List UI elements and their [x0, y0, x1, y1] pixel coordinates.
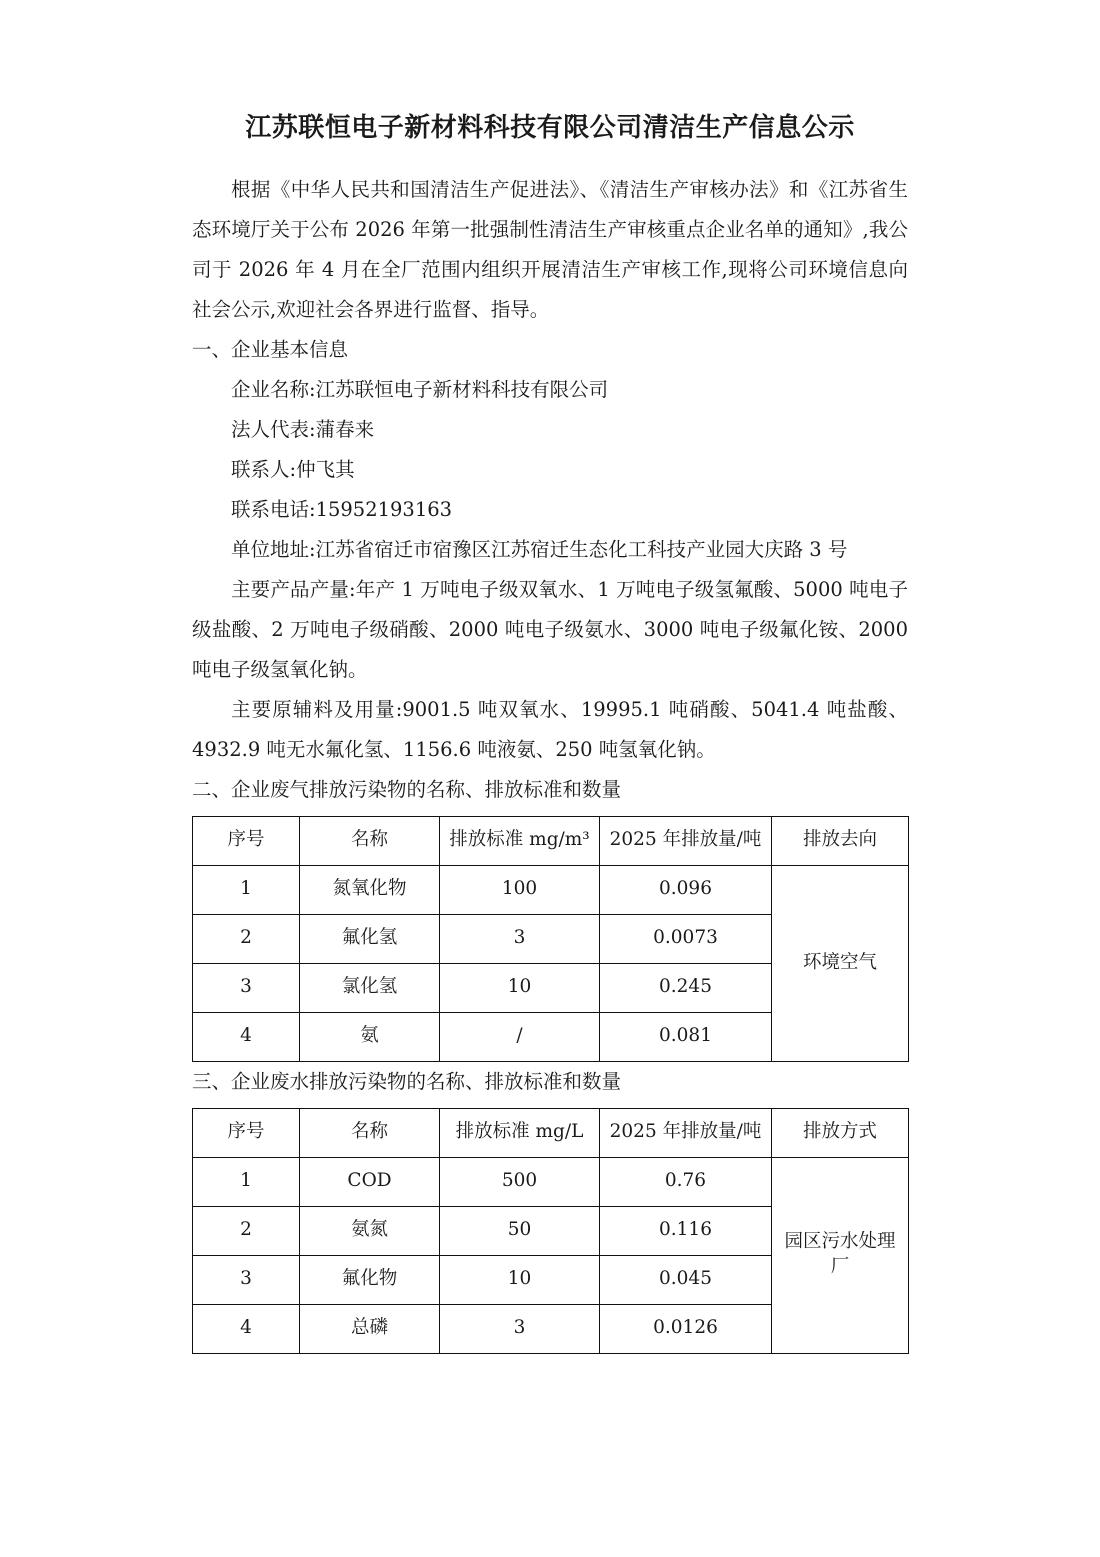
- cell-amount: 0.0126: [600, 1304, 772, 1353]
- section-heading-basic-info: 一、企业基本信息: [192, 337, 349, 361]
- cell-no: 2: [193, 1206, 300, 1255]
- cell-name: 氟化氢: [300, 914, 440, 963]
- cell-no: 3: [193, 1255, 300, 1304]
- column-header-amount: 2025 年排放量/吨: [600, 816, 772, 865]
- cell-no: 4: [193, 1304, 300, 1353]
- cell-standard: /: [440, 1012, 600, 1061]
- cell-standard: 500: [440, 1157, 600, 1206]
- cell-amount: 0.0073: [600, 914, 772, 963]
- column-header-amount: 2025 年排放量/吨: [600, 1108, 772, 1157]
- section-heading-waste-water: 三、企业废水排放污染物的名称、排放标准和数量: [192, 1069, 622, 1093]
- cell-name: 总磷: [300, 1304, 440, 1353]
- cell-name: 氨: [300, 1012, 440, 1061]
- intro-paragraph: 根据《中华人民共和国清洁生产促进法》、《清洁生产审核办法》和《江苏省生态环境厅关于公布 2026 年第一批强制性清洁生产审核重点企业名单的通知》,我公司于 2026 年 4 月在全厂范围内组织开展清洁生产审核工作,现将公司环境信息向社会公示,欢迎社会各界进行监督、指导。: [192, 177, 908, 321]
- column-header-no: 序号: [193, 1108, 300, 1157]
- cell-name: 氨氮: [300, 1206, 440, 1255]
- document-content: [192, 0, 908, 1354]
- cell-standard: 100: [440, 865, 600, 914]
- cell-standard: 10: [440, 1255, 600, 1304]
- column-header-discharge-method: 排放方式: [772, 1108, 909, 1157]
- field-legal-representative: 法人代表:蒲春来: [231, 417, 375, 441]
- column-header-name: 名称: [300, 816, 440, 865]
- field-contact-phone: 联系电话:15952193163: [231, 497, 453, 521]
- column-header-destination: 排放去向: [772, 816, 909, 865]
- cell-amount: 0.045: [600, 1255, 772, 1304]
- field-company-address: 单位地址:江苏省宿迁市宿豫区江苏宿迁生态化工科技产业园大庆路 3 号: [231, 537, 848, 561]
- table-header-row: [193, 1108, 909, 1157]
- cell-amount: 0.096: [600, 865, 772, 914]
- column-header-name: 名称: [300, 1108, 440, 1157]
- cell-name: 氮氧化物: [300, 865, 440, 914]
- column-header-no: 序号: [193, 816, 300, 865]
- cell-no: 2: [193, 914, 300, 963]
- cell-standard: 50: [440, 1206, 600, 1255]
- page-title: 江苏联恒电子新材料科技有限公司清洁生产信息公示: [245, 113, 855, 143]
- cell-no: 1: [193, 1157, 300, 1206]
- cell-standard: 3: [440, 914, 600, 963]
- waste-gas-table: [192, 816, 909, 1062]
- cell-amount: 0.116: [600, 1206, 772, 1255]
- table-row: [193, 865, 909, 914]
- column-header-standard: 排放标准 mg/L: [440, 1108, 600, 1157]
- table-header-row: [193, 816, 909, 865]
- cell-amount: 0.081: [600, 1012, 772, 1061]
- cell-discharge-method: 园区污水处理厂: [772, 1157, 909, 1353]
- cell-standard: 3: [440, 1304, 600, 1353]
- cell-destination: 环境空气: [772, 865, 909, 1061]
- cell-standard: 10: [440, 963, 600, 1012]
- cell-no: 4: [193, 1012, 300, 1061]
- cell-amount: 0.245: [600, 963, 772, 1012]
- cell-no: 1: [193, 865, 300, 914]
- field-company-name: 企业名称:江苏联恒电子新材料科技有限公司: [231, 377, 609, 401]
- cell-name: 氟化物: [300, 1255, 440, 1304]
- field-main-products: 主要产品产量:年产 1 万吨电子级双氧水、1 万吨电子级氢氟酸、5000 吨电子级盐酸、2 万吨电子级硝酸、2000 吨电子级氨水、3000 吨电子级氟化铵、2000 吨电子级氢氧化钠。: [192, 577, 908, 681]
- cell-amount: 0.76: [600, 1157, 772, 1206]
- section-heading-waste-gas: 二、企业废气排放污染物的名称、排放标准和数量: [192, 777, 622, 801]
- cell-name: COD: [300, 1157, 440, 1206]
- field-contact-person: 联系人:仲飞其: [231, 457, 355, 481]
- cell-no: 3: [193, 963, 300, 1012]
- field-raw-materials: 主要原辅料及用量:9001.5 吨双氧水、19995.1 吨硝酸、5041.4 吨盐酸、4932.9 吨无水氟化氢、1156.6 吨液氨、250 吨氢氧化钠。: [192, 697, 908, 761]
- table-row: [193, 1157, 909, 1206]
- waste-water-table: [192, 1108, 909, 1354]
- column-header-standard: 排放标准 mg/m³: [440, 816, 600, 865]
- cell-name: 氯化氢: [300, 963, 440, 1012]
